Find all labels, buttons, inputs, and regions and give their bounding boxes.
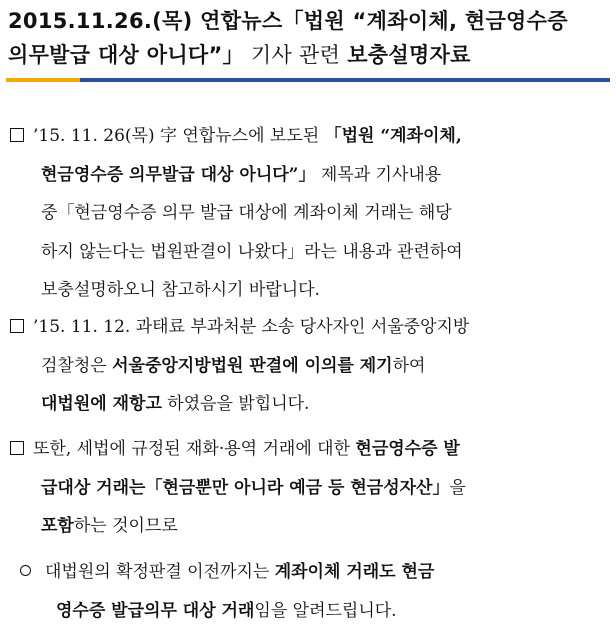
p1-text: 보충설명하오니 참고하시기 바랍니다. (41, 280, 320, 300)
p1-emphasis: 현금영수증 의무발급 대상 아니다”」 (41, 165, 315, 185)
paragraph-3-line (10, 507, 606, 546)
circle-bullet-icon (20, 565, 31, 576)
p1-text: ’15. 11. 26(목) 字 연합뉴스에 보도된 (33, 126, 325, 146)
paragraph-1 (10, 117, 606, 310)
paragraph-1-line (10, 194, 606, 233)
p2-text: 하여 (393, 356, 426, 376)
paragraph-3-line (10, 469, 606, 508)
p3-text: 하는 것이므로 (74, 516, 178, 536)
paragraph-1-line (10, 233, 606, 272)
p4-text: 대법원의 확정판결 이전까지는 (45, 562, 275, 582)
paragraph-3 (10, 430, 606, 546)
p4-emphasis: 영수증 발급의무 대상 거래 (56, 601, 254, 621)
title-line-2-bold-end: 보충설명자료 (347, 43, 471, 67)
p3-emphasis: 포함 (41, 516, 74, 536)
title-line-2-bold: 의무발급 대상 아니다”」 (8, 43, 244, 67)
p4-emphasis: 계좌이체 거래도 현금 (275, 562, 435, 582)
p4-text: 임을 알려드립니다. (254, 601, 396, 621)
p1-text: 제목과 기사내용 (315, 165, 441, 185)
title-underline-main (80, 78, 610, 82)
paragraph-2-line (10, 308, 606, 347)
paragraph-3-line (10, 430, 606, 469)
title-line-1: 2015.11.26.(목) 연합뉴스「법원 “계좌이체, 현금영수증 (8, 9, 568, 33)
paragraph-1-line (10, 117, 606, 156)
paragraph-2 (10, 308, 606, 424)
p2-text: 검찰청은 (41, 356, 112, 376)
document-title (8, 4, 608, 72)
paragraph-1-line (10, 156, 606, 195)
p3-emphasis: 급대상 거래는「현금뿐만 아니라 예금 등 현금성자산」 (41, 478, 449, 498)
p2-text: ’15. 11. 12. 과태료 부과처분 소송 당사자인 서울중앙지방 (33, 317, 469, 337)
paragraph-2-line (10, 347, 606, 386)
square-bullet-icon (10, 319, 24, 333)
paragraph-4-line (10, 592, 606, 630)
square-bullet-icon (10, 128, 24, 142)
title-underline (6, 78, 610, 82)
title-underline-accent (6, 78, 80, 82)
paragraph-4-line (10, 553, 606, 592)
p3-emphasis: 현금영수증 발 (355, 439, 459, 459)
p2-emphasis: 대법원에 재항고 (41, 394, 162, 414)
p3-text: 을 (449, 478, 465, 498)
p2-emphasis: 서울중앙지방법원 판결에 이의를 제기 (112, 356, 393, 376)
square-bullet-icon (10, 441, 24, 455)
p1-text: 중「현금영수증 의무 발급 대상에 계좌이체 거래는 해당 (41, 203, 452, 223)
title-line-2-light: 기사 관련 (244, 43, 347, 67)
paragraph-1-line (10, 271, 606, 310)
paragraph-2-line (10, 385, 606, 424)
p2-text: 하였음을 밝힙니다. (162, 394, 310, 414)
p1-emphasis: 「법원 “계좌이체, (325, 126, 462, 146)
p1-text: 하지 않는다는 법원판결이 나왔다」라는 내용과 관련하여 (41, 242, 463, 262)
paragraph-4 (10, 553, 606, 630)
p3-text: 또한, 세법에 규정된 재화·용역 거래에 대한 (33, 439, 355, 459)
